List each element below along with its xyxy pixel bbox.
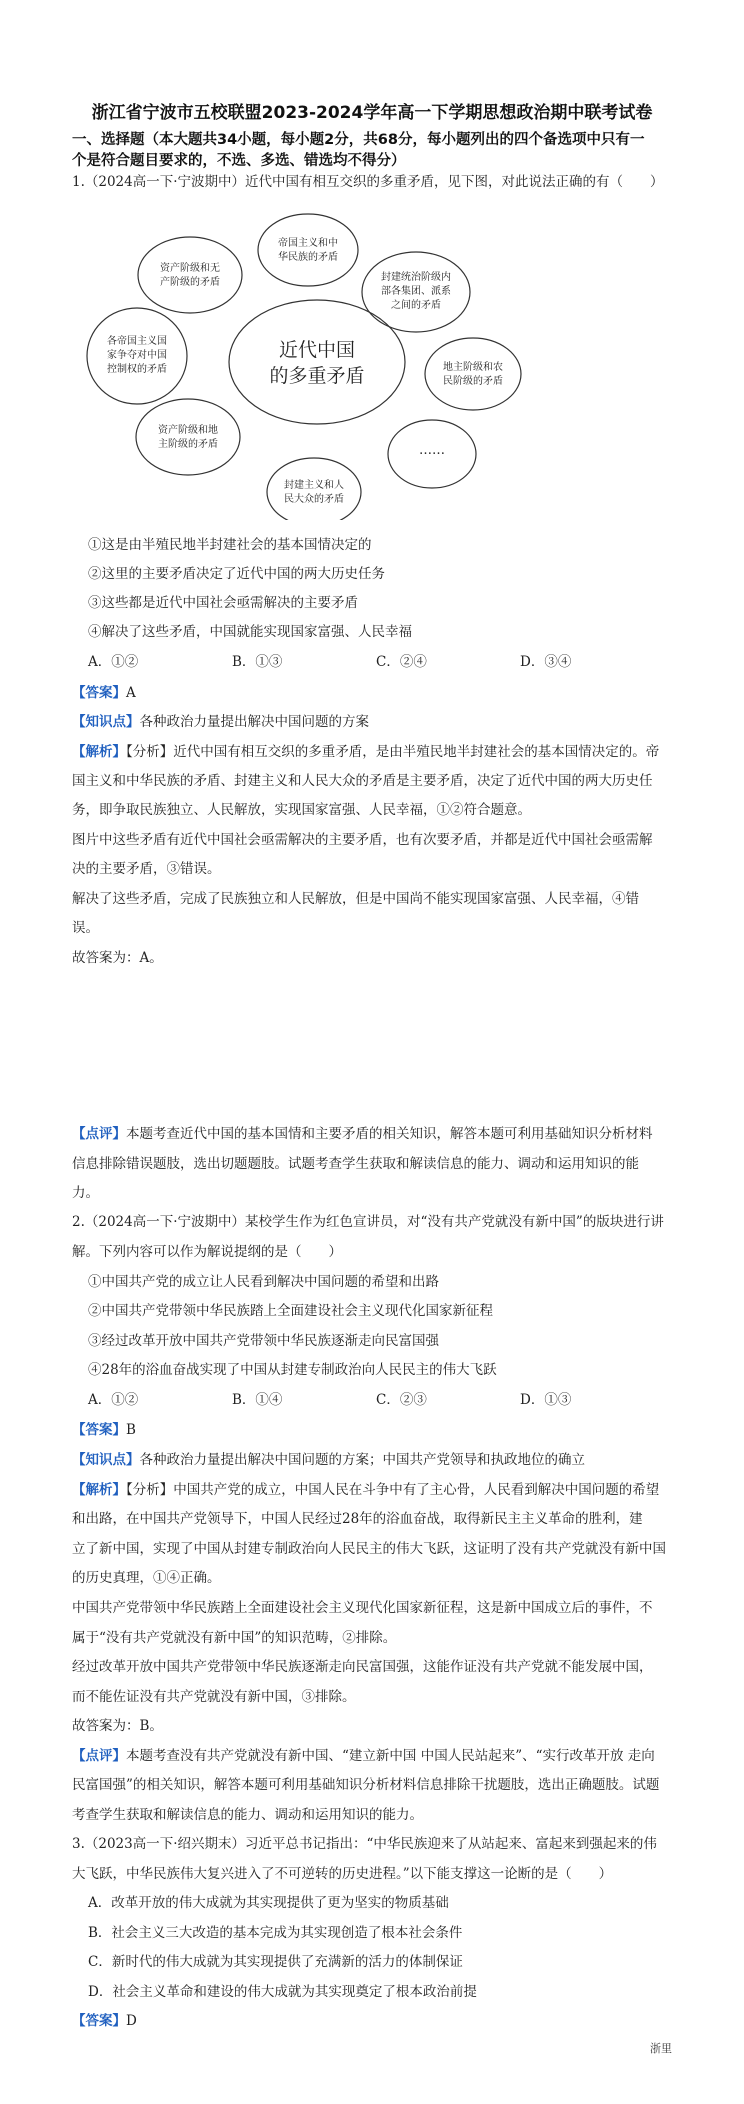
q1-option-a: A．①② [88,654,139,670]
q2-stem-line-2: 解。下列内容可以作为解说提纲的是（ ） [72,1244,342,1260]
node7-line1: 各帝国主义国 [107,336,167,347]
center-label-line-2: 的多重矛盾 [269,365,365,387]
node-ellipse-8 [138,237,242,313]
q3-answer-value: D [126,2013,137,2029]
q1-analysis-line-1: 【解析】【分析】近代中国有相互交织的多重矛盾，是由半殖民地半封建社会的基本国情决定的。帝 [72,744,660,760]
analysis-tag: 【解析】 [72,744,126,760]
q3-option-a: A．改革开放的伟大成就为其实现提供了更为坚实的物质基础 [88,1895,449,1911]
node1-line2: 华民族的矛盾 [278,252,338,263]
node2-line2: 部各集团、派系 [381,286,451,297]
q3-answer: 【答案】D [72,2013,137,2029]
q2-analysis-line-7: 经过改革开放中国共产党带领中华民族逐渐走向民富国强，这能作证没有共产党就不能发展中国， [72,1659,653,1675]
q2-stem-line-1: 2.（2024高一下·宁波期中）某校学生作为红色宣讲员，对“没有共产党就没有新中国”的版块进行讲 [72,1214,664,1230]
node-ellipse-6 [136,399,240,475]
node-ellipse-1 [258,214,358,286]
q1-answer [72,683,136,703]
node8-line1: 资产阶级和无 [160,263,220,274]
node6-line1: 资产阶级和地 [158,425,218,436]
q1-analysis-line-2: 国主义和中华民族的矛盾、封建主义和人民大众的矛盾是主要矛盾，决定了近代中国的两大历史任 [72,773,653,789]
node4-ellipsis: …… [419,443,445,458]
node3-line1: 地主阶级和农 [443,362,503,373]
q1-analysis-line-7: 误。 [72,920,99,936]
node5-line2: 民大众的矛盾 [284,494,344,505]
node5-line1: 封建主义和人 [284,480,344,491]
node-ellipse-3 [425,338,521,410]
q1-contradictions-diagram [80,210,550,520]
q2-analysis-line-2: 和出路，在中国共产党领导下，中国人民经过28年的浴血奋战，取得新民主主义革命的胜利，建 [72,1511,643,1527]
q2-analysis-line-6: 属于“没有共产党就没有新中国”的知识范畴，②排除。 [72,1630,397,1646]
center-ellipse [229,300,405,424]
q1-item-2: ②这里的主要矛盾决定了近代中国的两大历史任务 [88,566,385,582]
q1-stem: 1.（2024高一下·宁波期中）近代中国有相互交织的多重矛盾，见下图，对此说法正确的有（ ） [72,174,664,190]
q2-analysis-line-9: 故答案为：B。 [72,1718,163,1734]
page-footer: 浙里 [650,2042,672,2055]
q2-analysis-line-3: 立了新中国，实现了中国从封建专制政治向人民民主的伟大飞跃，这证明了没有共产党就没有新中国 [72,1541,666,1557]
q2-item-2: ②中国共产党带领中华民族踏上全面建设社会主义现代化国家新征程 [88,1303,493,1319]
answer-tag: 【答案】 [72,685,126,701]
q2-option-b: B．①④ [232,1392,283,1408]
q2-analysis-line-1: 【解析】【分析】中国共产党的成立，中国人民在斗争中有了主心骨，人民看到解决中国问题的希望 [72,1482,660,1498]
q1-item-4: ④解决了这些矛盾，中国就能实现国家富强、人民幸福 [88,624,412,640]
q2-knowledge: 【知识点】各种政治力量提出解决中国问题的方案；中国共产党领导和执政地位的确立 [72,1452,585,1468]
q3-option-c: C．新时代的伟大成就为其实现提供了充满新的活力的体制保证 [88,1954,463,1970]
q1-item-1: ①这是由半殖民地半封建社会的基本国情决定的 [88,537,372,553]
q3-stem-line-1: 3.（2023高一下·绍兴期末）习近平总书记指出：“中华民族迎来了从站起来、富起来到强起来的伟 [72,1836,657,1852]
q1-analysis-line-4: 图片中这些矛盾有近代中国社会亟需解决的主要矛盾，也有次要矛盾，并都是近代中国社会亟需解 [72,832,653,848]
q1-option-d: D．③④ [520,654,572,670]
q2-comment-line-3: 考查学生获取和解读信息的能力、调动和运用知识的能力。 [72,1807,423,1823]
q2-analysis-line-5: 中国共产党带领中华民族踏上全面建设社会主义现代化国家新征程，这是新中国成立后的事件，不 [72,1600,653,1616]
q1-comment-line-1: 【点评】本题考查近代中国的基本国情和主要矛盾的相关知识，解答本题可利用基础知识分析材料 [72,1126,653,1142]
q1-knowledge [72,712,369,732]
node7-line3: 控制权的矛盾 [107,364,167,375]
q3-option-d: D．社会主义革命和建设的伟大成就为其实现奠定了根本政治前提 [88,1984,477,2000]
comment-tag: 【点评】 [72,1126,126,1142]
q2-answer: 【答案】B [72,1422,136,1438]
q3-stem-line-2: 大飞跃，中华民族伟大复兴进入了不可逆转的历史进程。”以下能支撑这一论断的是（ ） [72,1866,613,1882]
node7-line2: 家争夺对中国 [107,350,167,361]
q1-comment-line-2: 信息排除错误题肢，选出切题题肢。试题考查学生获取和解读信息的能力、调动和运用知识的能 [72,1156,639,1172]
q2-item-1: ①中国共产党的成立让人民看到解决中国问题的希望和出路 [88,1274,439,1290]
section-heading-line-2: 个是符合题目要求的，不选、多选、错选均不得分） [72,153,406,169]
q2-option-a: A．①② [88,1392,139,1408]
node2-line1: 封建统治阶级内 [381,272,451,283]
q1-analysis-line-5: 决的主要矛盾，③错误。 [72,861,221,877]
center-label-line-1: 近代中国 [278,339,356,361]
q2-answer-value: B [126,1422,136,1438]
q1-knowledge-value: 各种政治力量提出解决中国问题的方案 [139,714,369,730]
node1-line1: 帝国主义和中 [278,238,338,249]
q1-option-b: B．①③ [232,654,283,670]
q3-option-b: B．社会主义三大改造的基本完成为其实现创造了根本社会条件 [88,1925,463,1941]
q1-comment-line-3: 力。 [72,1185,99,1201]
q1-option-c: C．②④ [376,654,427,670]
section-heading-line-1: 一、选择题（本大题共34小题，每小题2分，共68分，每小题列出的四个备选项中只有一 [72,132,645,148]
q1-item-3: ③这些都是近代中国社会亟需解决的主要矛盾 [88,595,358,611]
q1-answer-value: A [126,685,136,701]
q1-analysis-line-3: 务，即争取民族独立、人民解放，实现国家富强、人民幸福，①②符合题意。 [72,802,531,818]
q2-comment-line-1: 【点评】本题考查没有共产党就没有新中国、“建立新中国 中国人民站起来”、“实行改革开放 走向 [72,1748,655,1764]
q2-option-d: D．①③ [520,1392,572,1408]
q2-option-c: C．②③ [376,1392,427,1408]
q2-item-3: ③经过改革开放中国共产党带领中华民族逐渐走向民富国强 [88,1333,439,1349]
q2-analysis-line-4: 的历史真理，①④正确。 [72,1570,221,1586]
q1-analysis-line-8: 故答案为：A。 [72,950,163,966]
node8-line2: 产阶级的矛盾 [160,277,220,288]
q2-analysis-line-8: 而不能佐证没有共产党就没有新中国，③排除。 [72,1689,356,1705]
q2-comment-line-2: 民富国强”的相关知识，解答本题可利用基础知识分析材料信息排除干扰题肢，选出正确题肢。试题 [72,1777,660,1793]
q2-item-4: ④28年的浴血奋战实现了中国从封建专制政治向人民民主的伟大飞跃 [88,1362,497,1378]
node6-line2: 主阶级的矛盾 [158,439,218,450]
knowledge-tag: 【知识点】 [72,714,140,730]
node3-line2: 民阶级的矛盾 [443,376,503,387]
node2-line3: 之间的矛盾 [391,300,441,311]
q2-knowledge-value: 各种政治力量提出解决中国问题的方案；中国共产党领导和执政地位的确立 [139,1452,585,1468]
q1-analysis-line-6: 解决了这些矛盾，完成了民族独立和人民解放，但是中国尚不能实现国家富强、人民幸福，④错 [72,891,639,907]
page-title: 浙江省宁波市五校联盟2023-2024学年高一下学期思想政治期中联考试卷 [91,103,653,123]
